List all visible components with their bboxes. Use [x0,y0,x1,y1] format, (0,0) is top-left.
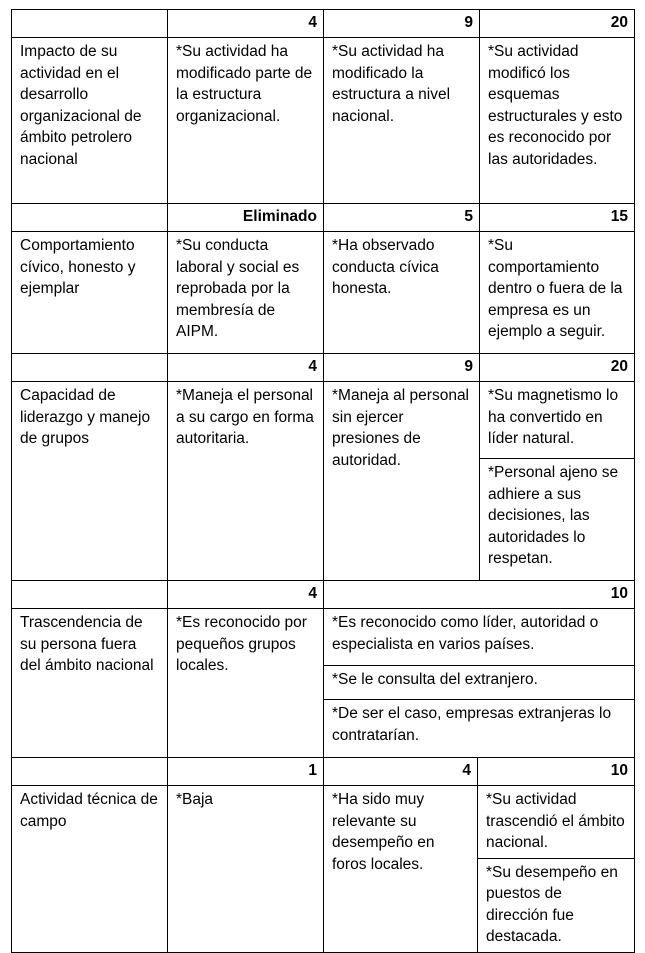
description-cell: *Su desempeño en puestos de dirección fue destacada. [478,858,635,952]
description-cell: *Su actividad ha modificado la estructura a nivel nacional. [324,38,480,204]
description-cell: *Se le consulta del extranjero. [324,666,635,700]
score-cell: 20 [480,10,635,38]
description-cell: *Baja [168,786,324,953]
criterion-name-header-empty [12,204,168,232]
score-cell: 5 [324,204,480,232]
description-cell: *Su comportamiento dentro o fuera de la empresa es un ejemplo a seguir. [480,232,635,354]
description-cell: *Es reconocido por pequeños grupos locales. [168,609,324,758]
criterion-name: Trascendencia de su persona fuera del ámbito nacional [12,609,168,758]
description-cell: *De ser el caso, empresas extranjeras lo contratarían. [324,700,635,758]
score-cell: Eliminado [168,204,324,232]
score-cell: 4 [168,354,324,382]
criterion-name-header-empty [12,354,168,382]
criterion-name-header-empty [12,758,168,786]
criterion-name: Comportamiento cívico, honesto y ejemplar [12,232,168,354]
description-cell: *Es reconocido como líder, autoridad o especialista en varios países. [324,609,635,666]
description-cell: *Ha sido muy relevante su desempeño en foros locales. [324,786,478,953]
score-cell: 9 [324,354,480,382]
criterion-name-header-empty [12,10,168,38]
criterion-name: Impacto de su actividad en el desarrollo organizacional de ámbito petrolero nacional [12,38,168,204]
score-cell: 1 [168,758,324,786]
criterion-name: Capacidad de liderazgo y manejo de grupos [12,382,168,581]
criterion-name: Actividad técnica de campo [12,786,168,953]
score-cell: 20 [480,354,635,382]
rubric-table [11,9,635,953]
description-cell: *Su magnetismo lo ha convertido en líder natural. [480,382,635,459]
description-cell: *Maneja al personal sin ejercer presiones de autoridad. [324,382,480,581]
description-cell: *Ha observado conducta cívica honesta. [324,232,480,354]
description-cell: *Personal ajeno se adhiere a sus decisiones, las autoridades lo respetan. [480,459,635,581]
score-cell: 10 [478,758,635,786]
score-cell: 4 [324,758,478,786]
description-cell: *Su actividad modificó los esquemas estructurales y esto es reconocido por las autoridades. [480,38,635,204]
description-cell: *Maneja el personal a su cargo en forma autoritaria. [168,382,324,581]
score-cell: 4 [168,581,324,609]
criterion-name-header-empty [12,581,168,609]
score-cell: 4 [168,10,324,38]
score-cell: 15 [480,204,635,232]
description-cell: *Su actividad trascendió el ámbito nacional. [478,786,635,859]
score-cell: 9 [324,10,480,38]
description-cell: *Su conducta laboral y social es reprobada por la membresía de AIPM. [168,232,324,354]
score-cell: 10 [324,581,635,609]
description-cell: *Su actividad ha modificado parte de la estructura organizacional. [168,38,324,204]
